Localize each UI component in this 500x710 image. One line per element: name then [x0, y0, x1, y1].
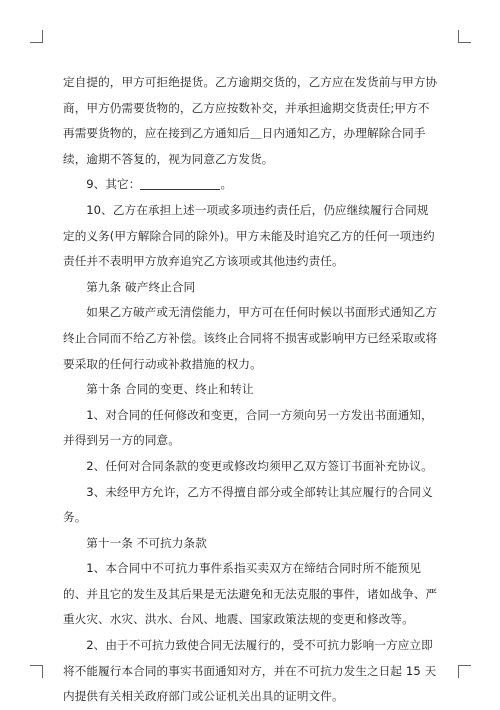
paragraph-other [63, 172, 438, 198]
section-heading: 第九条 破产终止合同 [86, 279, 196, 294]
paragraph: 1、对合同的任何修改和变更，合同一方须向另一方发出书面通知，并得到另一方的同意。 [63, 407, 433, 448]
paragraph: 10、乙方在承担上述一项或多项违约责任后，仍应继续履行合同规定的义务(甲方解除合同的除外)。甲方未能及时追究乙方的任何一项违约责任并不表明甲方放弃追究乙方该项或其他违约责任。 [63, 202, 435, 269]
paragraph-tail: 。 [220, 177, 233, 192]
paragraph: 定自提的，甲方可拒绝提货。乙方逾期交货的，乙方应在发货前与甲方协商，甲方仍需要货物的，乙方应按数补交，并承担逾期交货责任;甲方不再需要货物的，应在接到乙方通知后＿日内通知乙方，办理解除合同手续，逾期不答复的，视为同意乙方发货。 [63, 75, 438, 166]
section-heading: 第十条 合同的变更、终止和转让 [86, 382, 254, 397]
section-heading: 第十一条 不可抗力条款 [86, 535, 207, 550]
paragraph: 3、未经甲方允许，乙方不得擅自部分或全部转让其应履行的合同义务。 [63, 484, 433, 525]
paragraph-label: 9、其它： [86, 177, 141, 192]
paragraph: 2、由于不可抗力致使合同无法履行的，受不可抗力影响一方应立即将不能履行本合同的事实书面通知对方，并在不可抗力发生之日起 15 天内提供有关相关政府部门或公证机关出具的证明文件。 [63, 638, 437, 704]
paragraph: 1、本合同中不可抗力事件系指买卖双方在缔结合同时所不能预见的、并且它的发生及其后果是无法避免和无法克服的事件，诸如战争、严重火灾、水灾、洪水、台风、地震、国家政策法规的变更和修改等。 [63, 561, 438, 627]
crop-mark-bottom-left [30, 665, 43, 678]
crop-mark-bottom-right [458, 665, 471, 678]
document-body [63, 70, 438, 710]
crop-mark-top-left [30, 30, 43, 43]
paragraph: 如果乙方破产或无清偿能力，甲方可在任何时候以书面形式通知乙方终止合同而不给乙方补偿。该终止合同将不损害或影响甲方已经采取或将要采取的任何行动或补救措施的权力。 [63, 305, 438, 371]
crop-mark-top-right [458, 30, 471, 43]
paragraph: 2、任何对合同条款的变更或修改均须甲乙双方签订书面补充协议。 [86, 458, 433, 473]
fill-in-blank[interactable] [140, 177, 220, 190]
